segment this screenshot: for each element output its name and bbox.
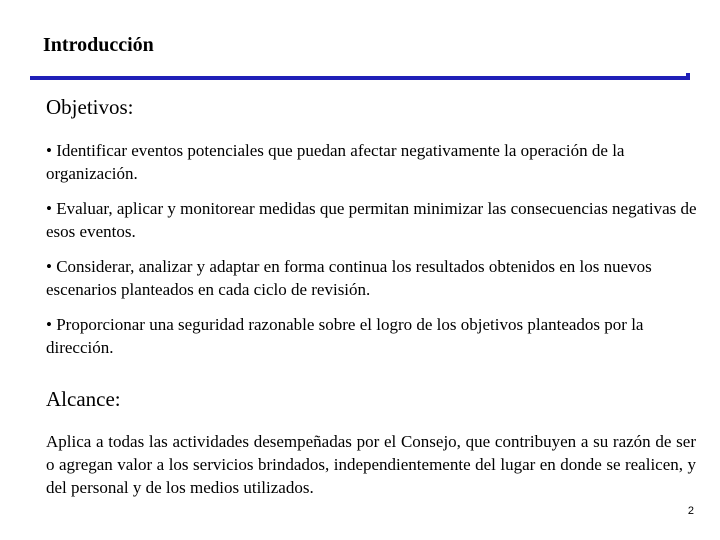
title-divider	[30, 76, 690, 80]
title-divider-end-tick	[686, 73, 690, 80]
objective-item: • Evaluar, aplicar y monitorear medidas que permitan minimizar las consecuencias negativas de esos eventos.	[46, 199, 697, 241]
objectives-list	[46, 139, 702, 371]
slide-title: Introducción	[43, 34, 154, 56]
objective-item: • Proporcionar una seguridad razonable sobre el logro de los objetivos planteados por la dirección.	[46, 315, 644, 357]
page-number: 2	[687, 505, 694, 517]
objectives-heading: Objetivos:	[46, 95, 134, 119]
scope-text: Aplica a todas las actividades desempeñadas por el Consejo, que contribuyen a su razón de ser o agregan valor a los servicios brindados, independientemente del lugar en donde se realicen, y del personal y de los medios utilizados.	[46, 432, 696, 497]
objective-item: • Identificar eventos potenciales que puedan afectar negativamente la operación de la organización.	[46, 141, 625, 183]
scope-heading: Alcance:	[46, 387, 121, 411]
objective-item: • Considerar, analizar y adaptar en forma continua los resultados obtenidos en los nuevos escenarios planteados en cada ciclo de revisión.	[46, 257, 652, 299]
